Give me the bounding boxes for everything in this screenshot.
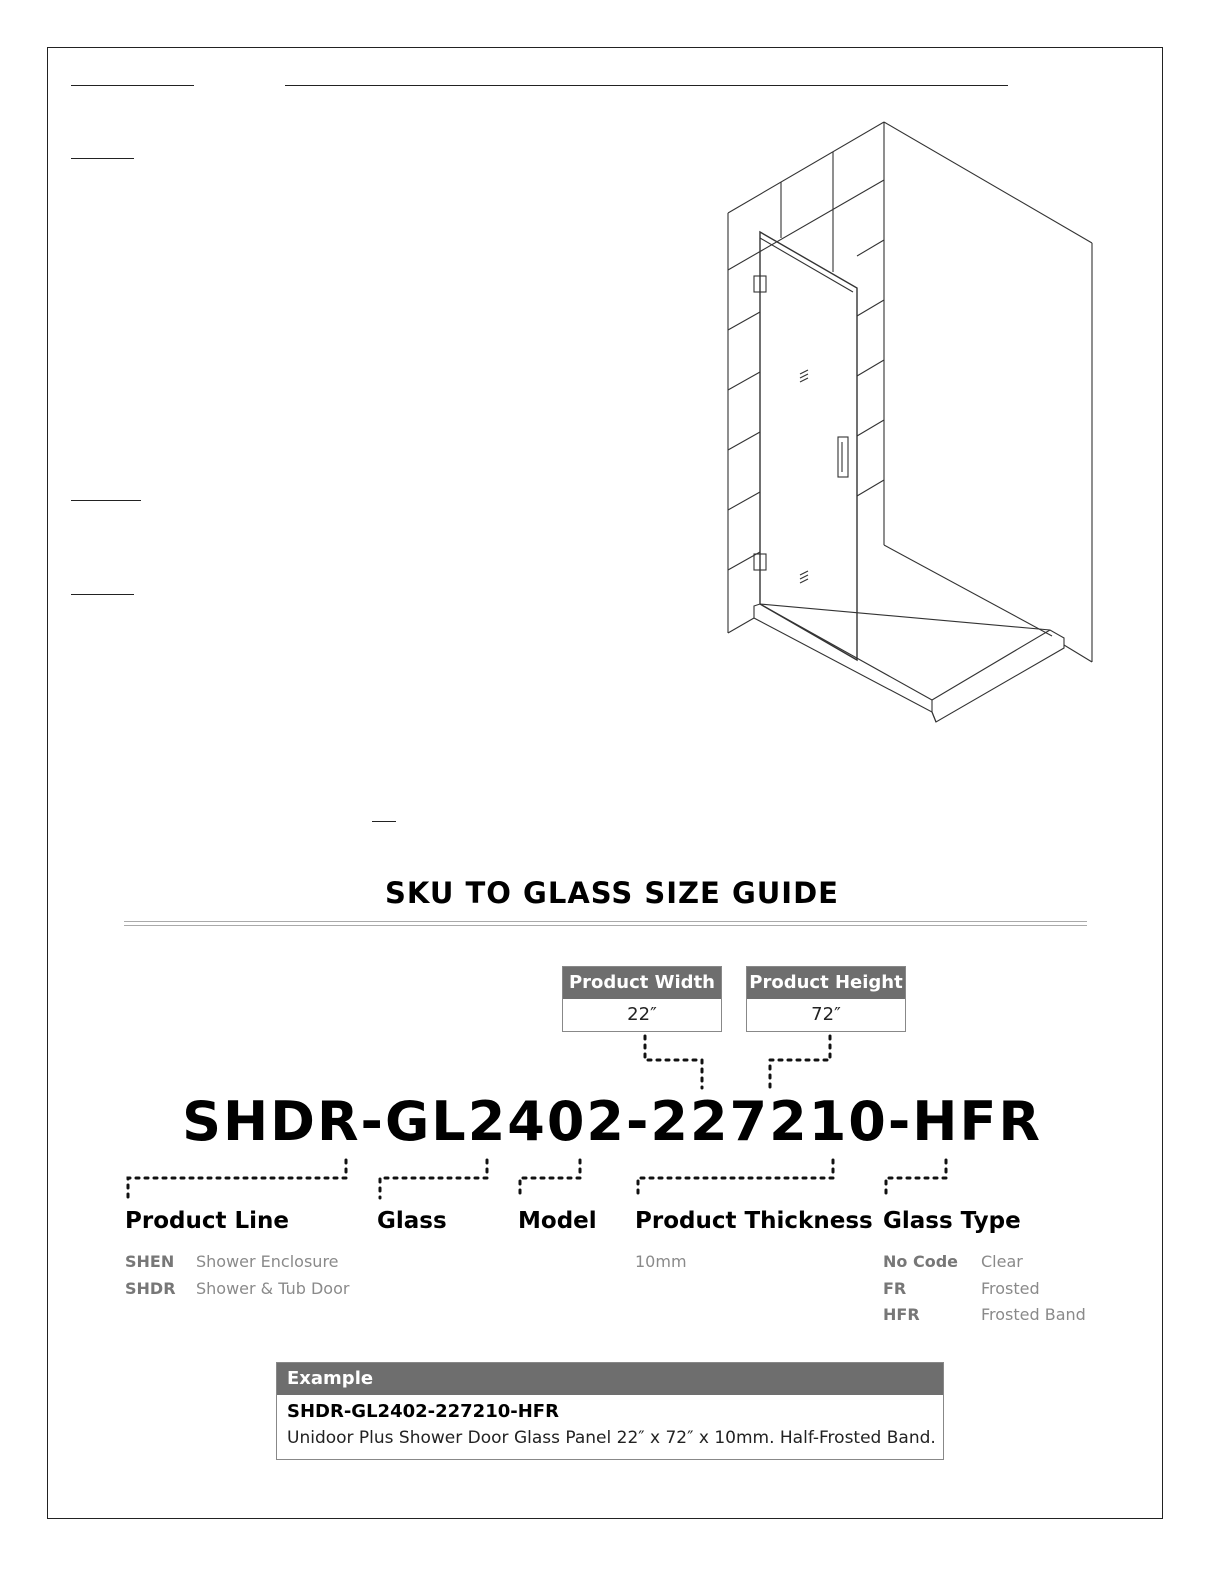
product-line-title: Product Line bbox=[125, 1208, 289, 1234]
example-box bbox=[276, 1362, 944, 1460]
model-title: Model bbox=[518, 1208, 597, 1234]
guide-title: SKU TO GLASS SIZE GUIDE bbox=[385, 876, 839, 910]
glass-type-desc: Frosted Band bbox=[981, 1305, 1086, 1324]
product-line-desc: Shower Enclosure bbox=[196, 1252, 339, 1271]
thickness-value: 10mm bbox=[635, 1252, 687, 1271]
example-description: Unidoor Plus Shower Door Glass Panel 22″ x 72″ x 10mm. Half-Frosted Band. bbox=[287, 1428, 936, 1448]
product-width-value: 22″ bbox=[627, 1004, 657, 1025]
glass-type-title: Glass Type bbox=[883, 1208, 1021, 1234]
product-line-code: SHEN bbox=[125, 1252, 175, 1271]
glass-type-desc: Clear bbox=[981, 1252, 1023, 1271]
product-line-code: SHDR bbox=[125, 1279, 176, 1298]
glass-type-code: FR bbox=[883, 1279, 907, 1298]
glass-type-desc: Frosted bbox=[981, 1279, 1040, 1298]
sku-code: SHDR-GL2402-227210-HFR bbox=[182, 1090, 1042, 1153]
product-width-label: Product Width bbox=[563, 967, 721, 999]
glass-type-code: No Code bbox=[883, 1252, 958, 1271]
product-thickness-title: Product Thickness bbox=[635, 1208, 873, 1234]
example-label: Example bbox=[277, 1363, 943, 1395]
example-sku: SHDR-GL2402-227210-HFR bbox=[287, 1401, 559, 1422]
glass-title: Glass bbox=[377, 1208, 447, 1234]
product-height-value: 72″ bbox=[811, 1004, 841, 1025]
glass-type-code: HFR bbox=[883, 1305, 920, 1324]
product-height-label: Product Height bbox=[747, 967, 905, 999]
product-line-desc: Shower & Tub Door bbox=[196, 1279, 350, 1298]
